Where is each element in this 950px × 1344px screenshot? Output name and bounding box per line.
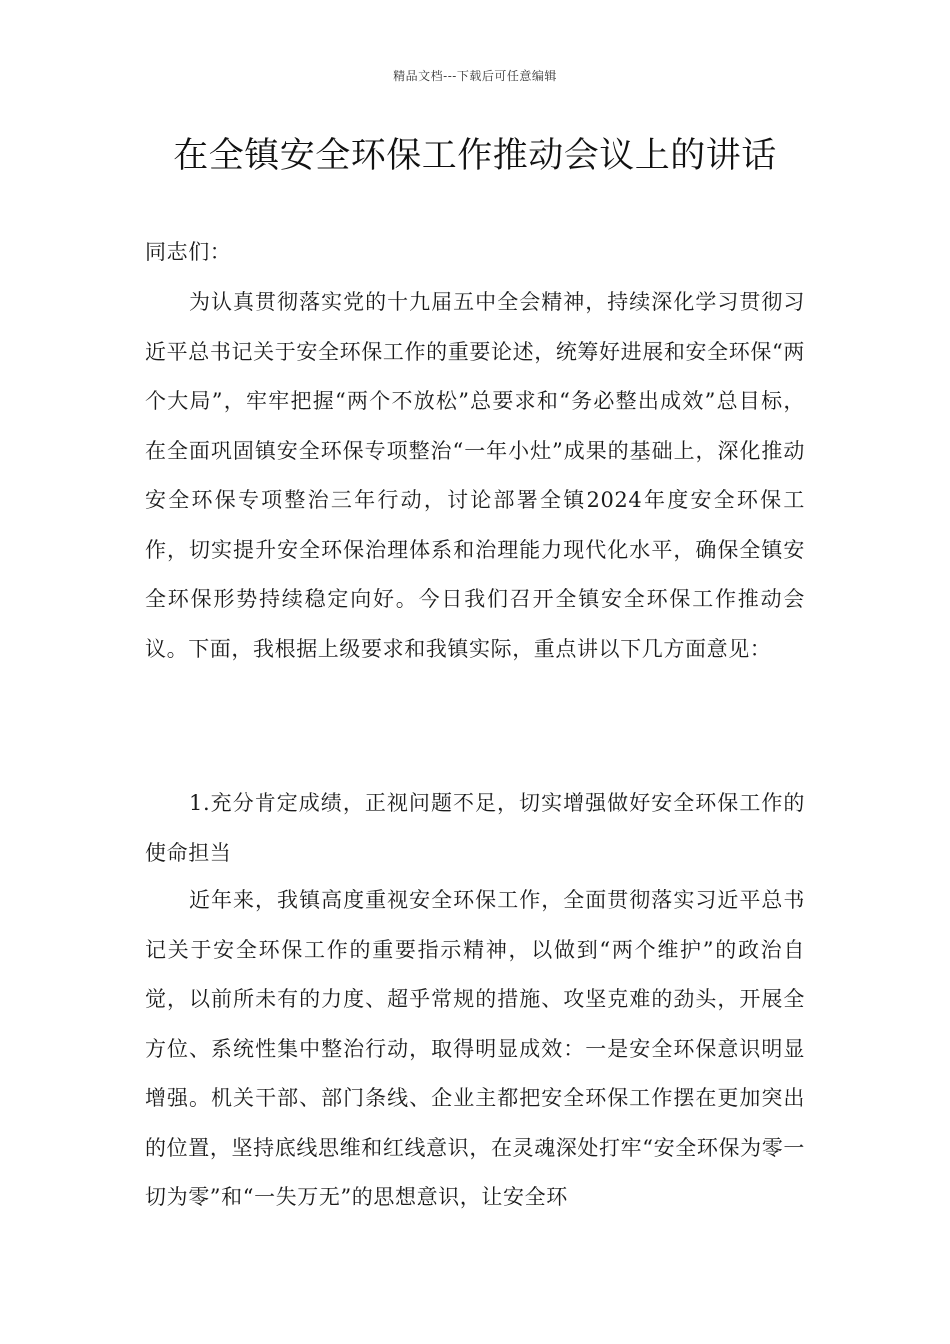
header-note: 精品文档---下载后可任意编辑	[393, 69, 557, 83]
paragraph-achievements: 近年来，我镇高度重视安全环保工作，全面贯彻落实习近平总书记关于安全环保工作的重要指示精神，以做到“两个维护”的政治自觉，以前所未有的力度、超乎常规的措施、攻坚克难的劲头，开展全方位、系统性集中整治行动，取得明显成效：一是安全环保意识明显增强。机关干部、部门条线、企业主都把安全环保工作摆在更加突出的位置，坚持底线思维和红线意识，在灵魂深处打牢“安全环保为零一切为零”和“一失万无”的思想意识，让安全环	[145, 888, 805, 1209]
document-title: 在全镇安全环保工作推动会议上的讲话	[173, 136, 777, 176]
paragraph-intro: 为认真贯彻落实党的十九届五中全会精神，持续深化学习贯彻习近平总书记关于安全环保工作的重要论述，统筹好进展和安全环保“两个大局”，牢牢把握“两个不放松”总要求和“务必整出成效”总目标，在全面巩固镇安全环保专项整治“一年小灶”成果的基础上，深化推动安全环保专项整治三年行动，讨论部署全镇2024年度安全环保工作，切实提升安全环保治理体系和治理能力现代化水平，确保全镇安全环保形势持续稳定向好。今日我们召开全镇安全环保工作推动会议。下面，我根据上级要求和我镇实际，重点讲以下几方面意见：	[145, 290, 805, 661]
section-heading-1: 1.充分肯定成绩，正视问题不足，切实增强做好安全环保工作的使命担当	[145, 791, 805, 865]
salutation: 同志们：	[145, 240, 232, 264]
